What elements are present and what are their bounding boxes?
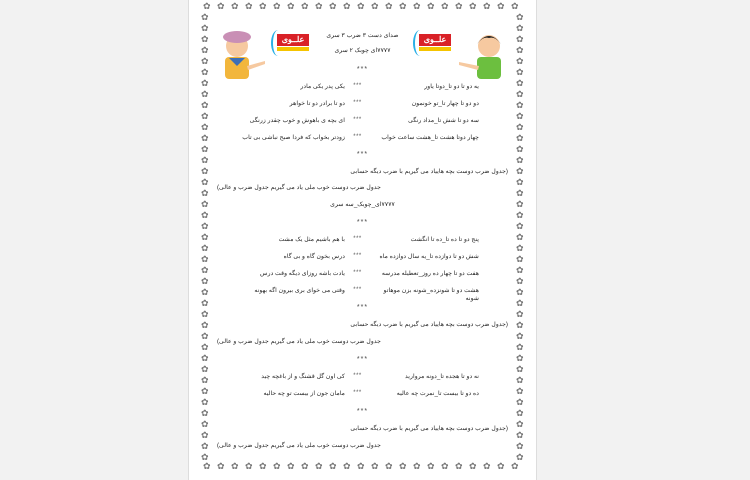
flower-ornament: ✿: [287, 1, 295, 11]
flower-ornament: ✿: [201, 188, 209, 198]
flower-ornament: ✿: [469, 1, 477, 11]
flower-ornament: ✿: [301, 461, 309, 471]
flower-ornament: ✿: [516, 287, 524, 297]
flower-ornament: ✿: [259, 461, 267, 471]
flower-ornament: ✿: [455, 461, 463, 471]
row-separator: ***: [353, 117, 362, 123]
flower-ornament: ✿: [516, 188, 524, 198]
flower-ornament: ✿: [516, 364, 524, 374]
document-page: [188, 0, 537, 480]
flower-ornament: ✿: [399, 1, 407, 11]
verse-right: پنج دو تا ده تا_ده تا انگشت: [410, 236, 479, 243]
flower-ornament: ✿: [455, 1, 463, 11]
flower-ornament: ✿: [201, 155, 209, 165]
flower-ornament: ✿: [516, 232, 524, 242]
flower-ornament: ✿: [203, 1, 211, 11]
stanza-separator: ***: [356, 151, 369, 158]
flower-ornament: ✿: [516, 122, 524, 132]
flower-ornament: ✿: [201, 342, 209, 352]
flower-ornament: ✿: [201, 23, 209, 33]
flower-ornament: ✿: [516, 276, 524, 286]
flower-ornament: ✿: [516, 166, 524, 176]
flower-ornament: ✿: [201, 265, 209, 275]
flower-ornament: ✿: [483, 1, 491, 11]
flower-ornament: ✿: [201, 397, 209, 407]
flower-ornament: ✿: [201, 287, 209, 297]
flower-ornament: ✿: [201, 375, 209, 385]
flower-ornament: ✿: [201, 177, 209, 187]
verse-left: زودتر بخواب که فردا صبح نباشی بی تاب: [242, 134, 345, 141]
verse-left: مامان جون از بیست تو چه حالیه: [263, 390, 345, 397]
verse-left: کی اون گل قشنگ و از باغچه چید: [261, 373, 345, 380]
flower-ornament: ✿: [201, 34, 209, 44]
flower-ornament: ✿: [201, 320, 209, 330]
flower-ornament: ✿: [343, 461, 351, 471]
verse-left: یکی پدر یکی مادر: [300, 83, 345, 90]
chorus-line: (جدول ضرب دوست بچه هاییاد می گیریم با ضرب دیگه حسابی: [350, 321, 508, 328]
flower-ornament: ✿: [516, 265, 524, 275]
verse-right: سه دو تا شش تا_مداد رنگی: [408, 117, 479, 124]
flower-ornament: ✿: [371, 1, 379, 11]
flower-ornament: ✿: [385, 461, 393, 471]
row-separator: ***: [353, 134, 362, 140]
flower-ornament: ✿: [201, 441, 209, 451]
flower-ornament: ✿: [516, 408, 524, 418]
flower-ornament: ✿: [516, 243, 524, 253]
row-separator: ***: [353, 270, 362, 276]
flower-ornament: ✿: [516, 144, 524, 154]
flower-ornament: ✿: [399, 461, 407, 471]
flower-ornament: ✿: [516, 199, 524, 209]
flower-ornament: ✿: [413, 1, 421, 11]
flower-ornament: ✿: [245, 461, 253, 471]
verse-left: دو تا برادر دو تا خواهر: [289, 100, 345, 107]
verse-right: هشت دو تا شونزده_شونه بزن موهاتو شونه: [383, 287, 479, 302]
flower-ornament: ✿: [201, 232, 209, 242]
verse-right: شش دو تا دوازده تا_یه سال دوازده ماه: [379, 253, 479, 260]
flower-ornament: ✿: [516, 298, 524, 308]
row-separator: ***: [353, 236, 362, 242]
flower-ornament: ✿: [516, 78, 524, 88]
flower-ornament: ✿: [315, 1, 323, 11]
flower-ornament: ✿: [516, 331, 524, 341]
header-title: صدای دست ۳ ضرب ۳ سری: [326, 32, 399, 39]
flower-ornament: ✿: [201, 419, 209, 429]
flower-ornament: ✿: [201, 243, 209, 253]
chorus-line: (جدول ضرب دوست بچه هاییاد می گیریم با ضرب دیگه حسابی: [350, 425, 508, 432]
flower-ornament: ✿: [511, 461, 519, 471]
flower-ornament: ✿: [516, 67, 524, 77]
verse-right: هفت دو تا چهار ده روز_تعطیله مدرسه: [381, 270, 479, 277]
flower-ornament: ✿: [427, 1, 435, 11]
flower-ornament: ✿: [483, 461, 491, 471]
flower-ornament: ✿: [201, 430, 209, 440]
flower-ornament: ✿: [201, 331, 209, 341]
stanza-separator: ***: [356, 356, 369, 363]
flower-ornament: ✿: [511, 1, 519, 11]
flower-ornament: ✿: [497, 461, 505, 471]
flower-ornament: ✿: [201, 254, 209, 264]
verse-right: چهار دوتا هشت تا_هشت ساعت خواب: [381, 134, 479, 141]
row-separator: ***: [353, 253, 362, 259]
chorus-line: جدول ضرب دوست خوب ملی یاد می گیریم جدول ضرب و عالی): [217, 442, 381, 449]
flower-ornament: ✿: [231, 1, 239, 11]
flower-ornament: ✿: [343, 1, 351, 11]
flower-ornament: ✿: [201, 166, 209, 176]
flower-ornament: ✿: [201, 210, 209, 220]
flower-ornament: ✿: [201, 67, 209, 77]
section-title: ٧٧٧٧ای_چوبک_سه سری: [330, 201, 395, 208]
flower-ornament: ✿: [516, 177, 524, 187]
flower-ornament: ✿: [287, 461, 295, 471]
flower-ornament: ✿: [516, 23, 524, 33]
row-separator: ***: [353, 390, 362, 396]
flower-ornament: ✿: [301, 1, 309, 11]
flower-ornament: ✿: [385, 1, 393, 11]
flower-ornament: ✿: [201, 386, 209, 396]
flower-ornament: ✿: [516, 56, 524, 66]
chorus-line: جدول ضرب دوست خوب ملی یاد می گیریم جدول ضرب و عالی): [217, 338, 381, 345]
alavi-logo-right: علــوی: [413, 30, 453, 56]
flower-ornament: ✿: [357, 461, 365, 471]
stanza-separator: ***: [356, 408, 369, 415]
flower-ornament: ✿: [516, 419, 524, 429]
flower-ornament: ✿: [516, 320, 524, 330]
flower-ornament: ✿: [201, 56, 209, 66]
flower-ornament: ✿: [516, 12, 524, 22]
flower-ornament: ✿: [516, 342, 524, 352]
flower-ornament: ✿: [516, 45, 524, 55]
flower-ornament: ✿: [201, 89, 209, 99]
flower-ornament: ✿: [231, 461, 239, 471]
flower-ornament: ✿: [516, 430, 524, 440]
flower-ornament: ✿: [201, 133, 209, 143]
alavi-logo-left: علــوی: [271, 30, 311, 56]
flower-ornament: ✿: [201, 122, 209, 132]
flower-ornament: ✿: [201, 78, 209, 88]
flower-ornament: ✿: [427, 461, 435, 471]
flower-ornament: ✿: [357, 1, 365, 11]
flower-ornament: ✿: [516, 100, 524, 110]
flower-ornament: ✿: [469, 461, 477, 471]
row-separator: ***: [353, 373, 362, 379]
flower-ornament: ✿: [201, 221, 209, 231]
flower-ornament: ✿: [516, 210, 524, 220]
flower-ornament: ✿: [516, 452, 524, 462]
flower-ornament: ✿: [201, 45, 209, 55]
flower-ornament: ✿: [203, 461, 211, 471]
flower-ornament: ✿: [273, 1, 281, 11]
flower-ornament: ✿: [516, 111, 524, 121]
flower-ornament: ✿: [516, 221, 524, 231]
stanza-separator: ***: [356, 219, 369, 226]
verse-left: درس بخون گاه و بی گاه: [283, 253, 345, 260]
chorus-line: (جدول ضرب دوست بچه هاییاد می گیریم با ضرب دیگه حسابی: [350, 168, 508, 175]
flower-ornament: ✿: [217, 1, 225, 11]
flower-ornament: ✿: [516, 254, 524, 264]
flower-ornament: ✿: [201, 309, 209, 319]
flower-ornament: ✿: [329, 1, 337, 11]
row-separator: ***: [353, 83, 362, 89]
flower-ornament: ✿: [201, 144, 209, 154]
flower-ornament: ✿: [516, 89, 524, 99]
flower-ornament: ✿: [441, 461, 449, 471]
flower-ornament: ✿: [201, 452, 209, 462]
flower-ornament: ✿: [315, 461, 323, 471]
flower-ornament: ✿: [201, 100, 209, 110]
flower-ornament: ✿: [245, 1, 253, 11]
row-separator: ***: [353, 287, 362, 293]
flower-ornament: ✿: [516, 353, 524, 363]
flower-ornament: ✿: [201, 353, 209, 363]
verse-right: دو دو تا چهار تا_تو خونمون: [411, 100, 479, 107]
verse-left: ای بچه ی باهوش و خوب چقدر زرنگی: [249, 117, 345, 124]
flower-ornament: ✿: [201, 408, 209, 418]
row-separator: ***: [353, 100, 362, 106]
flower-ornament: ✿: [329, 461, 337, 471]
flower-ornament: ✿: [259, 1, 267, 11]
verse-right: نه دو تا هجده تا_دونه مروارید: [405, 373, 479, 380]
stanza-separator: ***: [356, 304, 369, 311]
flower-ornament: ✿: [516, 133, 524, 143]
flower-ornament: ✿: [441, 1, 449, 11]
verse-left: یادت باشه روزای دیگه وقت درس: [260, 270, 345, 277]
flower-ornament: ✿: [516, 375, 524, 385]
flower-ornament: ✿: [497, 1, 505, 11]
flower-ornament: ✿: [273, 461, 281, 471]
stanza-separator: ***: [356, 66, 369, 73]
flower-ornament: ✿: [201, 364, 209, 374]
flower-ornament: ✿: [201, 199, 209, 209]
flower-ornament: ✿: [217, 461, 225, 471]
flower-ornament: ✿: [201, 298, 209, 308]
header-subtitle: ٧٧٧٧ای چوبک ۲ سری: [334, 47, 391, 54]
verse-right: ده دو تا بیست تا_نمرت چه عالیه: [396, 390, 479, 397]
flower-ornament: ✿: [201, 111, 209, 121]
flower-ornament: ✿: [516, 309, 524, 319]
chorus-line: جدول ضرب دوست خوب ملی یاد می گیریم جدول ضرب و عالی): [217, 184, 381, 191]
flower-ornament: ✿: [516, 34, 524, 44]
flower-ornament: ✿: [516, 155, 524, 165]
flower-ornament: ✿: [516, 397, 524, 407]
flower-ornament: ✿: [201, 276, 209, 286]
flower-ornament: ✿: [413, 461, 421, 471]
flower-ornament: ✿: [516, 441, 524, 451]
flower-ornament: ✿: [516, 386, 524, 396]
verse-left: با هم باشیم مثل یک مشت: [278, 236, 345, 243]
verse-right: یه دو تا دو تا_دوتا یاور: [424, 83, 479, 90]
flower-ornament: ✿: [201, 12, 209, 22]
flower-ornament: ✿: [371, 461, 379, 471]
verse-left: وقتی می خوای بری بیرون اگه بهونه: [254, 287, 345, 294]
